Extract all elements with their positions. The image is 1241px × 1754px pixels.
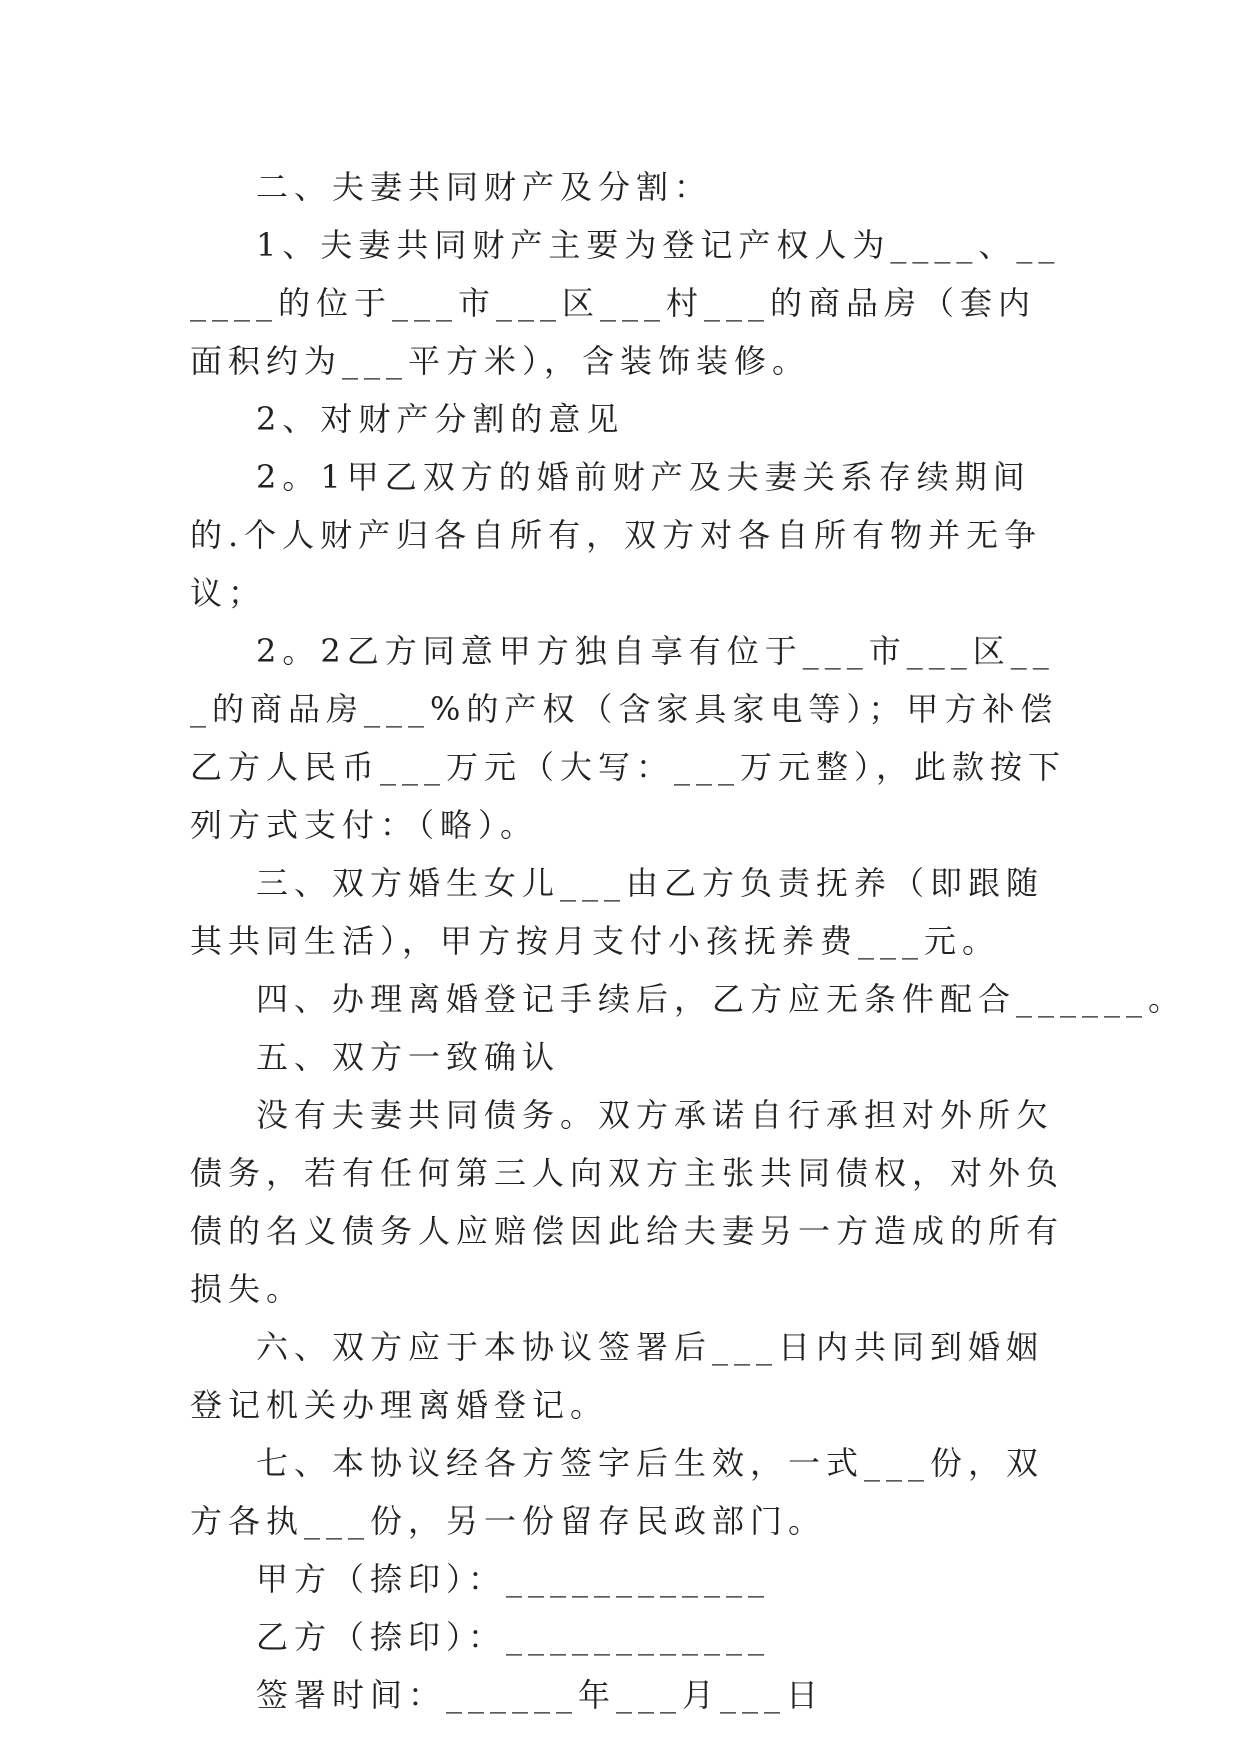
section-effect-copies: 七、本协议经各方签字后生效，一式___份，双方各执___份，另一份留存民政部门。: [190, 1444, 1045, 1540]
section-debt-statement: 没有夫妻共同债务。双方承诺自行承担对外所欠债务，若有任何第三人向双方主张共同债权，对外负债的名义债务人应赔偿因此给夫妻另一方造成的所有损失。: [190, 1096, 1065, 1308]
signature-party-a: 甲方（捺印）：____________: [256, 1560, 771, 1598]
signature-party-b: 乙方（捺印）：____________: [256, 1618, 771, 1656]
section-confirmation-heading: 五、双方一致确认: [256, 1038, 561, 1076]
section-child-custody: 三、双方婚生女儿___由乙方负责抚养（即跟随其共同生活），甲方按月支付小孩抚养费___元。: [190, 864, 1045, 960]
section-divorce-registration: 六、双方应于本协议签署后___日内共同到婚姻登记机关办理离婚登记。: [190, 1328, 1045, 1424]
agreement-body: [190, 158, 1187, 1724]
section-heading-property: 二、夫妻共同财产及分割：: [256, 168, 713, 206]
clause-2-2: 2。2乙方同意甲方独自享有位于___市___区___的商品房___%的产权（含家具家电等）；甲方补偿乙方人民币___万元（大写：___万元整），此款按下列方式支付：（略）。: [190, 632, 1067, 844]
clause-1-joint-property: 1、夫妻共同财产主要为登记产权人为____、______的位于___市___区___村___的商品房（套内面积约为___平方米），含装饰装修。: [190, 226, 1061, 380]
clause-2-1: 2。1甲乙双方的婚前财产及夫妻关系存续期间的.个人财产归各自所有，双方对各自所有物并无争议；: [190, 458, 1043, 612]
clause-2-heading: 2、对财产分割的意见: [256, 400, 625, 438]
signing-date: 签署时间：______年___月___日: [256, 1676, 825, 1714]
section-registration-cooperation: 四、办理离婚登记手续后，乙方应无条件配合______。: [256, 980, 1187, 1018]
